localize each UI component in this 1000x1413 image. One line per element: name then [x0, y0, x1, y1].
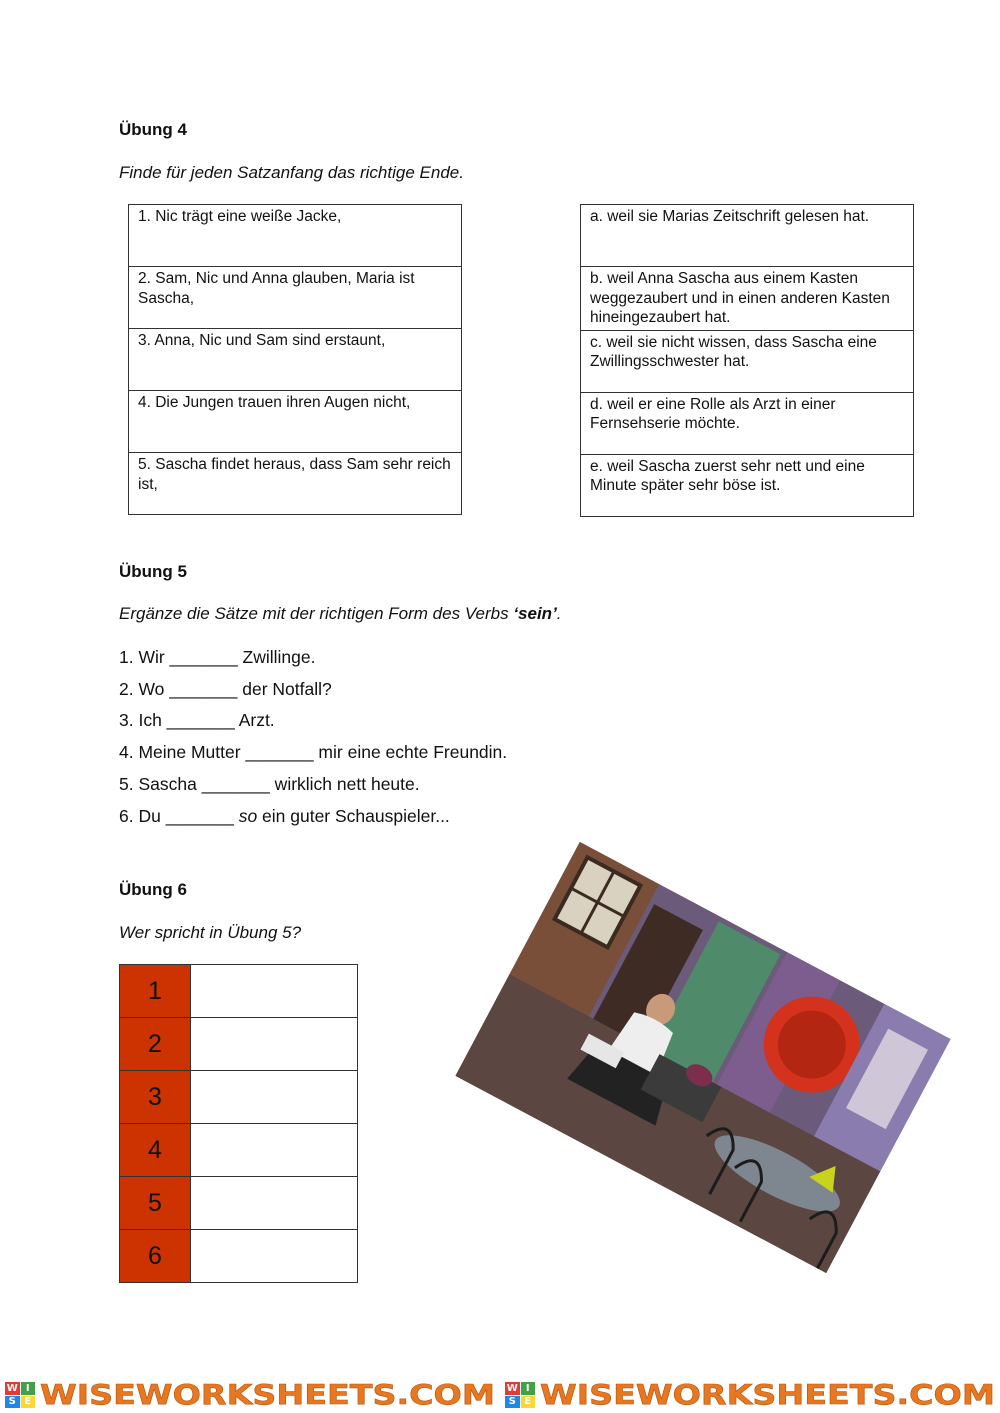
logo-letter: S	[505, 1396, 520, 1409]
uebung5-verb: ‘sein’	[513, 604, 557, 623]
sentence-start-1: 1. Nic trägt eine weiße Jacke,	[129, 205, 462, 267]
uebung5-instruction-text: Ergänze die Sätze mit der richtigen Form des Verbs	[119, 604, 514, 623]
sentence-ending-e: e. weil Sascha zuerst sehr nett und eine Minute später sehr böse ist.	[581, 454, 914, 516]
speaker-row	[120, 1230, 358, 1283]
sentence-ending-b: b. weil Anna Sascha aus einem Kasten weggezaubert und in einen anderen Kasten hineingezaubert hat.	[581, 267, 914, 331]
logo-letter: I	[21, 1382, 36, 1395]
fill-sentence-6-emphasis: so	[238, 806, 258, 826]
fill-sentence-4: 4. Meine Mutter _______ mir eine echte Freundin.	[119, 742, 508, 762]
speaker-number: 5	[120, 1177, 191, 1230]
sentence-start-3: 3. Anna, Nic und Sam sind erstaunt,	[129, 329, 462, 391]
sentence-ending-c: c. weil sie nicht wissen, dass Sascha eine Zwillingsschwester hat.	[581, 330, 914, 392]
speaker-answer-field[interactable]	[191, 1177, 358, 1230]
speaker-answer-field[interactable]	[191, 1230, 358, 1283]
speaker-number: 4	[120, 1124, 191, 1177]
speaker-row	[120, 1018, 358, 1071]
sentence-endings-table	[580, 204, 914, 517]
uebung5-instruction-end: .	[556, 604, 562, 623]
brand-wordmark	[40, 1379, 498, 1409]
uebung5-heading: Übung 5	[119, 562, 187, 581]
fill-sentence-6-start: 6. Du _______	[119, 806, 239, 826]
speaker-answer-field[interactable]	[191, 965, 358, 1018]
speaker-table	[119, 964, 358, 1283]
sentence-ending-a: a. weil sie Marias Zeitschrift gelesen hat.	[581, 205, 914, 267]
scene-photo	[455, 842, 950, 1273]
brand-text: WISEWORKSHEETS.COM	[540, 1379, 995, 1409]
speaker-number: 1	[120, 965, 191, 1018]
fill-sentence-6	[119, 806, 450, 827]
speaker-answer-field[interactable]	[191, 1018, 358, 1071]
uebung6-instruction: Wer spricht in Übung 5?	[119, 923, 302, 942]
logo-letter: S	[5, 1396, 20, 1409]
footer-watermark	[0, 1379, 1000, 1409]
speaker-row	[120, 1177, 358, 1230]
sentence-start-4: 4. Die Jungen trauen ihren Augen nicht,	[129, 391, 462, 453]
speaker-row	[120, 965, 358, 1018]
scene-photo-illustration	[455, 842, 950, 1273]
speaker-answer-field[interactable]	[191, 1071, 358, 1124]
brand-logo-icon	[505, 1382, 535, 1408]
uebung6-heading: Übung 6	[119, 880, 187, 899]
logo-letter: W	[6, 1382, 18, 1394]
speaker-row	[120, 1071, 358, 1124]
sentence-starts-table	[128, 204, 462, 515]
logo-letter: E	[521, 1396, 536, 1409]
sentence-ending-d: d. weil er eine Rolle als Arzt in einer Fernsehserie möchte.	[581, 392, 914, 454]
fill-sentence-6-end: ein guter Schauspieler...	[257, 806, 450, 826]
speaker-row	[120, 1124, 358, 1177]
sentence-start-2: 2. Sam, Nic und Anna glauben, Maria ist Sascha,	[129, 267, 462, 329]
fill-sentence-2: 2. Wo _______ der Notfall?	[119, 679, 332, 699]
uebung4-heading: Übung 4	[119, 120, 187, 139]
speaker-answer-field[interactable]	[191, 1124, 358, 1177]
fill-sentence-3: 3. Ich _______ Arzt.	[119, 710, 275, 730]
logo-letter: W	[506, 1382, 518, 1394]
uebung5-instruction	[119, 604, 562, 624]
brand-wordmark	[540, 1379, 998, 1409]
uebung4-instruction: Finde für jeden Satzanfang das richtige Ende.	[119, 163, 464, 182]
sentence-start-5: 5. Sascha findet heraus, dass Sam sehr reich ist,	[129, 453, 462, 515]
speaker-number: 2	[120, 1018, 191, 1071]
fill-sentence-1: 1. Wir _______ Zwillinge.	[119, 647, 316, 667]
speaker-number: 6	[120, 1230, 191, 1283]
speaker-number: 3	[120, 1071, 191, 1124]
fill-sentence-5: 5. Sascha _______ wirklich nett heute.	[119, 774, 420, 794]
brand-text: WISEWORKSHEETS.COM	[40, 1379, 495, 1409]
brand-logo-icon	[5, 1382, 35, 1408]
logo-letter: E	[21, 1396, 36, 1409]
logo-letter: I	[521, 1382, 536, 1395]
